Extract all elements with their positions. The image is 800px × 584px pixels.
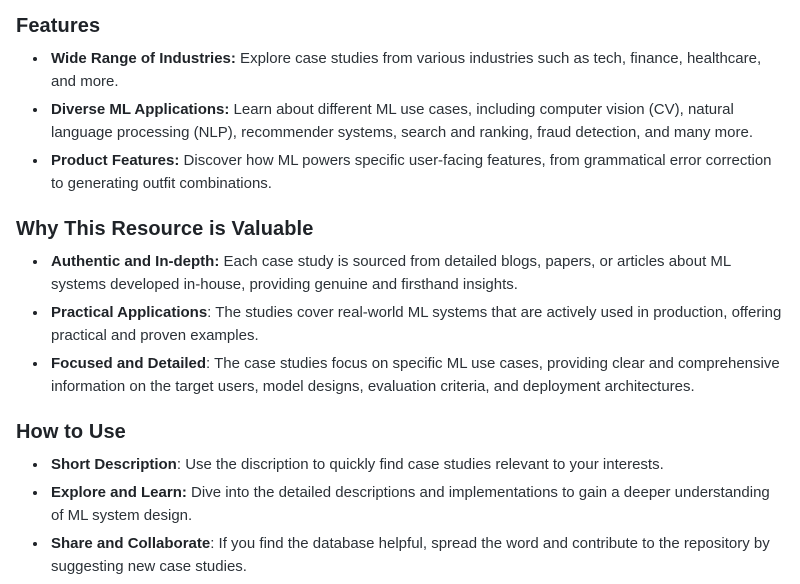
item-text: : If you find the database helpful, spread the word and contribute to the repository by suggesting new case studies. [51, 535, 770, 575]
item-text: Discover how ML powers specific user-facing features, from grammatical error correction to generating outfit combinations. [51, 152, 772, 192]
item-text: Each case study is sourced from detailed blogs, papers, or articles about ML systems developed in-house, providing genuine and firsthand insights. [51, 253, 731, 293]
section-features [16, 14, 782, 195]
item-term: Explore and Learn: [51, 484, 187, 501]
item-term: Practical Applications [51, 304, 208, 321]
list-item [48, 47, 782, 93]
item-text: : Use the discription to quickly find case studies relevant to your interests. [176, 456, 664, 473]
item-text: Explore case studies from various industries such as tech, finance, healthcare, and more. [51, 50, 762, 90]
how-to-use-bullet-list [16, 453, 782, 578]
list-item [48, 481, 782, 527]
item-text: Learn about different ML use cases, including computer vision (CV), natural language processing (NLP), recommender systems, search and ranking, fraud detection, and many more. [51, 101, 754, 141]
item-text: : The case studies focus on specific ML use cases, providing clear and comprehensive information on the target users, model designs, evaluation criteria, and deployment architectures. [51, 355, 780, 395]
list-item [48, 149, 782, 195]
section-heading-how-to-use: How to Use [16, 421, 126, 443]
list-item [48, 453, 782, 476]
item-term: Share and Collaborate [51, 535, 211, 552]
section-why-valuable [16, 217, 782, 398]
item-term: Short Description [51, 456, 177, 473]
item-term: Wide Range of Industries: [51, 50, 236, 67]
section-how-to-use [16, 420, 782, 578]
item-term: Authentic and In-depth: [51, 253, 220, 270]
item-text: Dive into the detailed descriptions and implementations to gain a deeper understanding of ML system design. [51, 484, 770, 524]
why-valuable-bullet-list [16, 250, 782, 398]
item-text: : The studies cover real-world ML systems that are actively used in production, offering practical and proven examples. [51, 304, 782, 344]
item-term: Product Features: [51, 152, 180, 169]
item-term: Diverse ML Applications: [51, 101, 230, 118]
list-item [48, 532, 782, 578]
list-item [48, 250, 782, 296]
list-item [48, 301, 782, 347]
item-term: Focused and Detailed [51, 355, 207, 372]
section-heading-why-valuable: Why This Resource is Valuable [16, 218, 314, 240]
document-body [16, 14, 782, 578]
list-item [48, 98, 782, 144]
section-heading-features: Features [16, 15, 101, 37]
features-bullet-list [16, 47, 782, 195]
list-item [48, 352, 782, 398]
